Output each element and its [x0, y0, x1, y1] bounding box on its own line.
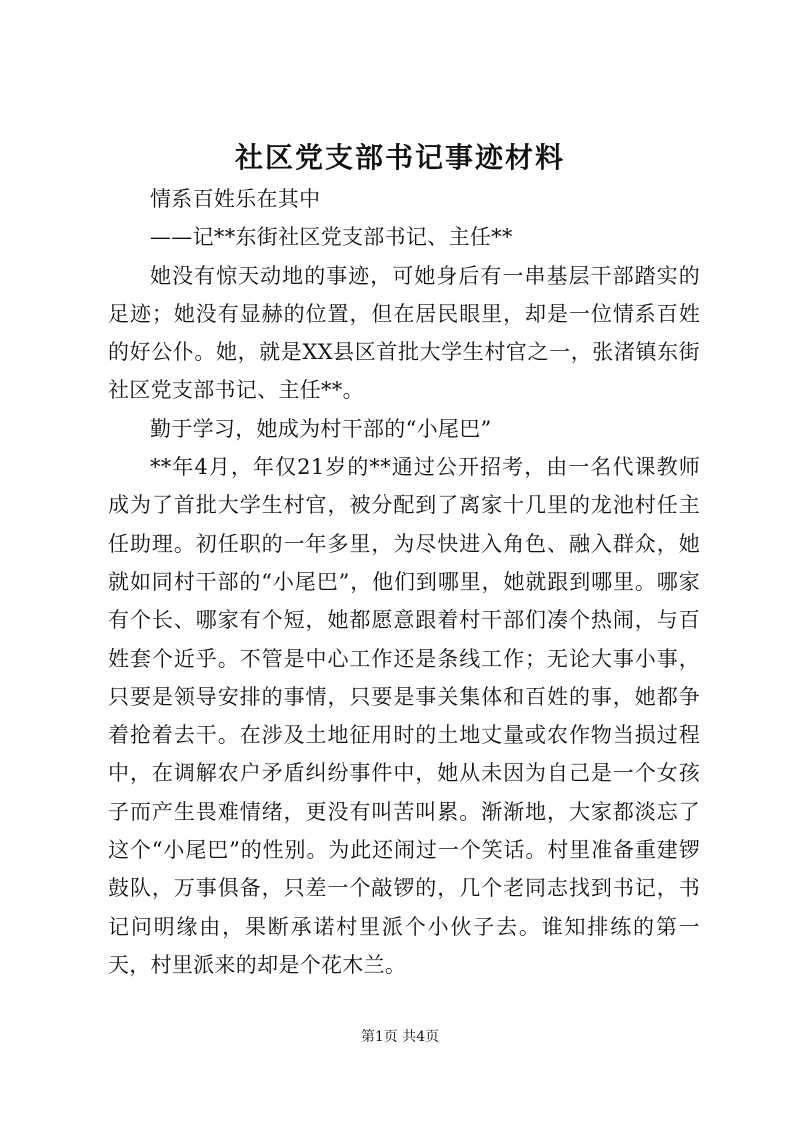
intro-paragraph: 她没有惊天动地的事迹，可她身后有一串基层干部踏实的足迹；她没有显赫的位置，但在居民眼里，却是一位情系百姓的好公仆。她，就是XX县区首批大学生村官之一，张渚镇东街社区党支部书记、主任**。 [108, 263, 700, 403]
document-title: 社区党支部书记事迹材料 [234, 141, 565, 174]
body-paragraph: **年4月，年仅21岁的**通过公开招考，由一名代课教师成为了首批大学生村官，被分配到了离家十几里的龙池村任主任助理。初任职的一年多里，为尽快进入角色、融入群众，她就如同村干部的“小尾巴”，他们到哪里，她就跟到哪里。哪家有个长、哪家有个短，她都愿意跟着村干部们凑个热闹，与百姓套个近乎。不管是中心工作还是条线工作；无论大事小事，只要是领导安排的事情，只要是事关集体和百姓的事，她都争着抢着去干。在涉及土地征用时的土地丈量或农作物当损过程中，在调解农户矛盾纠纷事件中，她从未因为自己是一个女孩子而产生畏难情绪，更没有叫苦叫累。渐渐地，大家都淡忘了这个“小尾巴”的性别。为此还闹过一个笑话。村里准备重建锣鼓队，万事俱备，只差一个敲锣的，几个老同志找到书记，书记问明缘由，果断承诺村里派个小伙子去。谁知排练的第一天，村里派来的却是个花木兰。 [108, 455, 700, 977]
page-footer: 第1页 共4页 [360, 1029, 440, 1045]
document-body [108, 180, 700, 984]
byline-paragraph: ——记**东街社区党支部书记、主任** [150, 225, 513, 250]
subtitle-paragraph: 情系百姓乐在其中 [150, 187, 321, 211]
section-heading: 勤于学习，她成为村干部的“小尾巴” [150, 416, 492, 441]
